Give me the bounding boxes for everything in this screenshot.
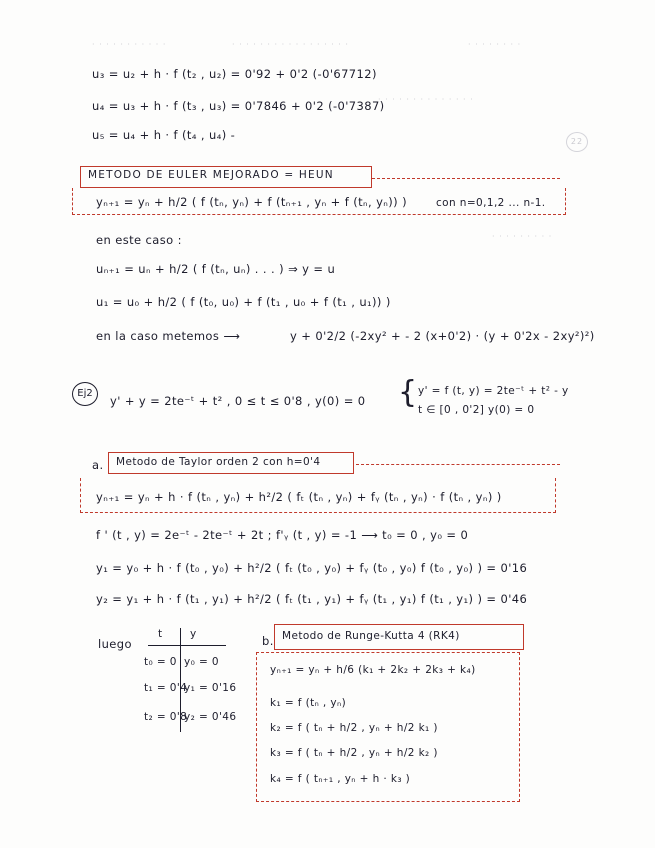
taylor-y1: y₁ = y₀ + h · f (t₀ , y₀) + h²/2 ( fₜ (t₀ , y₀) + fᵧ (t₀ , y₀) f (t₀ , y₀) ) = 0'16 bbox=[96, 561, 528, 575]
heun-case-label: en la caso metemos ⟶ bbox=[96, 329, 241, 343]
ghost-circle-number: 22 bbox=[566, 132, 588, 152]
taylor-derivatives: f ' (t , y) = 2e⁻ᵗ - 2te⁻ᵗ + 2t ; f'ᵧ (t , y) = -1 ⟶ t₀ = 0 , y₀ = 0 bbox=[96, 528, 469, 542]
table-row-t: t₁ = 0'4 bbox=[144, 682, 188, 694]
heun-case-intro: en este caso : bbox=[96, 233, 182, 247]
heun-title: METODO DE EULER MEJORADO = HEUN bbox=[88, 169, 334, 181]
euler-u3-line: u₃ = u₂ + h · f (t₂ , u₂) = 0'92 + 0'2 (-0'67712) bbox=[92, 67, 377, 81]
ghost-text-top-right: · · · · · · · · bbox=[468, 40, 522, 49]
table-row-y: y₀ = 0 bbox=[184, 656, 219, 668]
system-line-1: y' = f (t, y) = 2te⁻ᵗ + t² - y bbox=[418, 385, 569, 397]
rk4-k3: k₃ = f ( tₙ + h/2 , yₙ + h/2 k₂ ) bbox=[270, 747, 438, 759]
table-row-t: t₀ = 0 bbox=[144, 656, 177, 668]
taylor-formula: yₙ₊₁ = yₙ + h · f (tₙ , yₙ) + h²/2 ( fₜ (tₙ , yₙ) + fᵧ (tₙ , yₙ) · f (tₙ , yₙ) ) bbox=[96, 490, 502, 504]
rk4-title: Metodo de Runge-Kutta 4 (RK4) bbox=[282, 630, 460, 642]
ghost-text-right: · · · · · · · · · bbox=[492, 232, 553, 241]
rk4-k4: k₄ = f ( tₙ₊₁ , yₙ + h · k₃ ) bbox=[270, 773, 411, 785]
heun-formula: yₙ₊₁ = yₙ + h/2 ( f (tₙ, yₙ) + f (tₙ₊₁ , yₙ + f (tₙ, yₙ)) ) bbox=[96, 195, 407, 209]
ghost-text-top-center: · · · · · · · · · · · · · · · · · bbox=[232, 40, 349, 49]
system-brace: { bbox=[398, 375, 418, 410]
table-header-y: y bbox=[190, 628, 197, 640]
ghost-text-top-left: · · · · · · · · · · · bbox=[92, 40, 167, 49]
rk4-update-formula: yₙ₊₁ = yₙ + h/6 (k₁ + 2k₂ + 2k₃ + k₄) bbox=[270, 664, 476, 676]
taylor-title-dash bbox=[356, 464, 560, 465]
table-row-t: t₂ = 0'8 bbox=[144, 711, 188, 723]
euler-u5-line: u₅ = u₄ + h · f (t₄ , u₄) - bbox=[92, 128, 236, 142]
heun-u1-formula: u₁ = u₀ + h/2 ( f (t₀, u₀) + f (t₁ , u₀ + f (t₁ , u₁)) ) bbox=[96, 295, 391, 309]
heun-case-expression: y + 0'2/2 (-2xy² + - 2 (x+0'2) · (y + 0'2x - 2xy²)²) bbox=[290, 329, 595, 343]
ghost-text-mid: · · · · · · · · · · · · · · bbox=[378, 95, 474, 104]
table-lead-word: luego bbox=[98, 637, 132, 651]
exercise-2-circle: Ej2 bbox=[72, 382, 98, 406]
table-row-y: y₂ = 0'46 bbox=[184, 711, 237, 723]
taylor-y2: y₂ = y₁ + h · f (t₁ , y₁) + h²/2 ( fₜ (t₁ , y₁) + fᵧ (t₁ , y₁) f (t₁ , y₁) ) = 0'46 bbox=[96, 592, 528, 606]
table-header-t: t bbox=[158, 628, 163, 640]
table-header-rule bbox=[148, 645, 226, 646]
heun-range: con n=0,1,2 ... n-1. bbox=[436, 197, 546, 209]
rk4-k1: k₁ = f (tₙ , yₙ) bbox=[270, 697, 347, 709]
euler-u4-line: u₄ = u₃ + h · f (t₃ , u₃) = 0'7846 + 0'2 (-0'7387) bbox=[92, 99, 385, 113]
heun-case-formula: uₙ₊₁ = uₙ + h/2 ( f (tₙ, uₙ) . . . ) ⇒ y = u bbox=[96, 262, 336, 276]
heun-title-dash bbox=[372, 178, 560, 179]
system-line-2: t ∈ [0 , 0'2] y(0) = 0 bbox=[418, 404, 535, 416]
taylor-title: Metodo de Taylor orden 2 con h=0'4 bbox=[116, 456, 321, 468]
exercise-2-equation: y' + y = 2te⁻ᵗ + t² , 0 ≤ t ≤ 0'8 , y(0) = 0 bbox=[110, 394, 366, 408]
rk4-k2: k₂ = f ( tₙ + h/2 , yₙ + h/2 k₁ ) bbox=[270, 722, 438, 734]
rk4-prefix: b. bbox=[262, 634, 274, 648]
table-row-y: y₁ = 0'16 bbox=[184, 682, 237, 694]
taylor-prefix: a. bbox=[92, 458, 104, 472]
